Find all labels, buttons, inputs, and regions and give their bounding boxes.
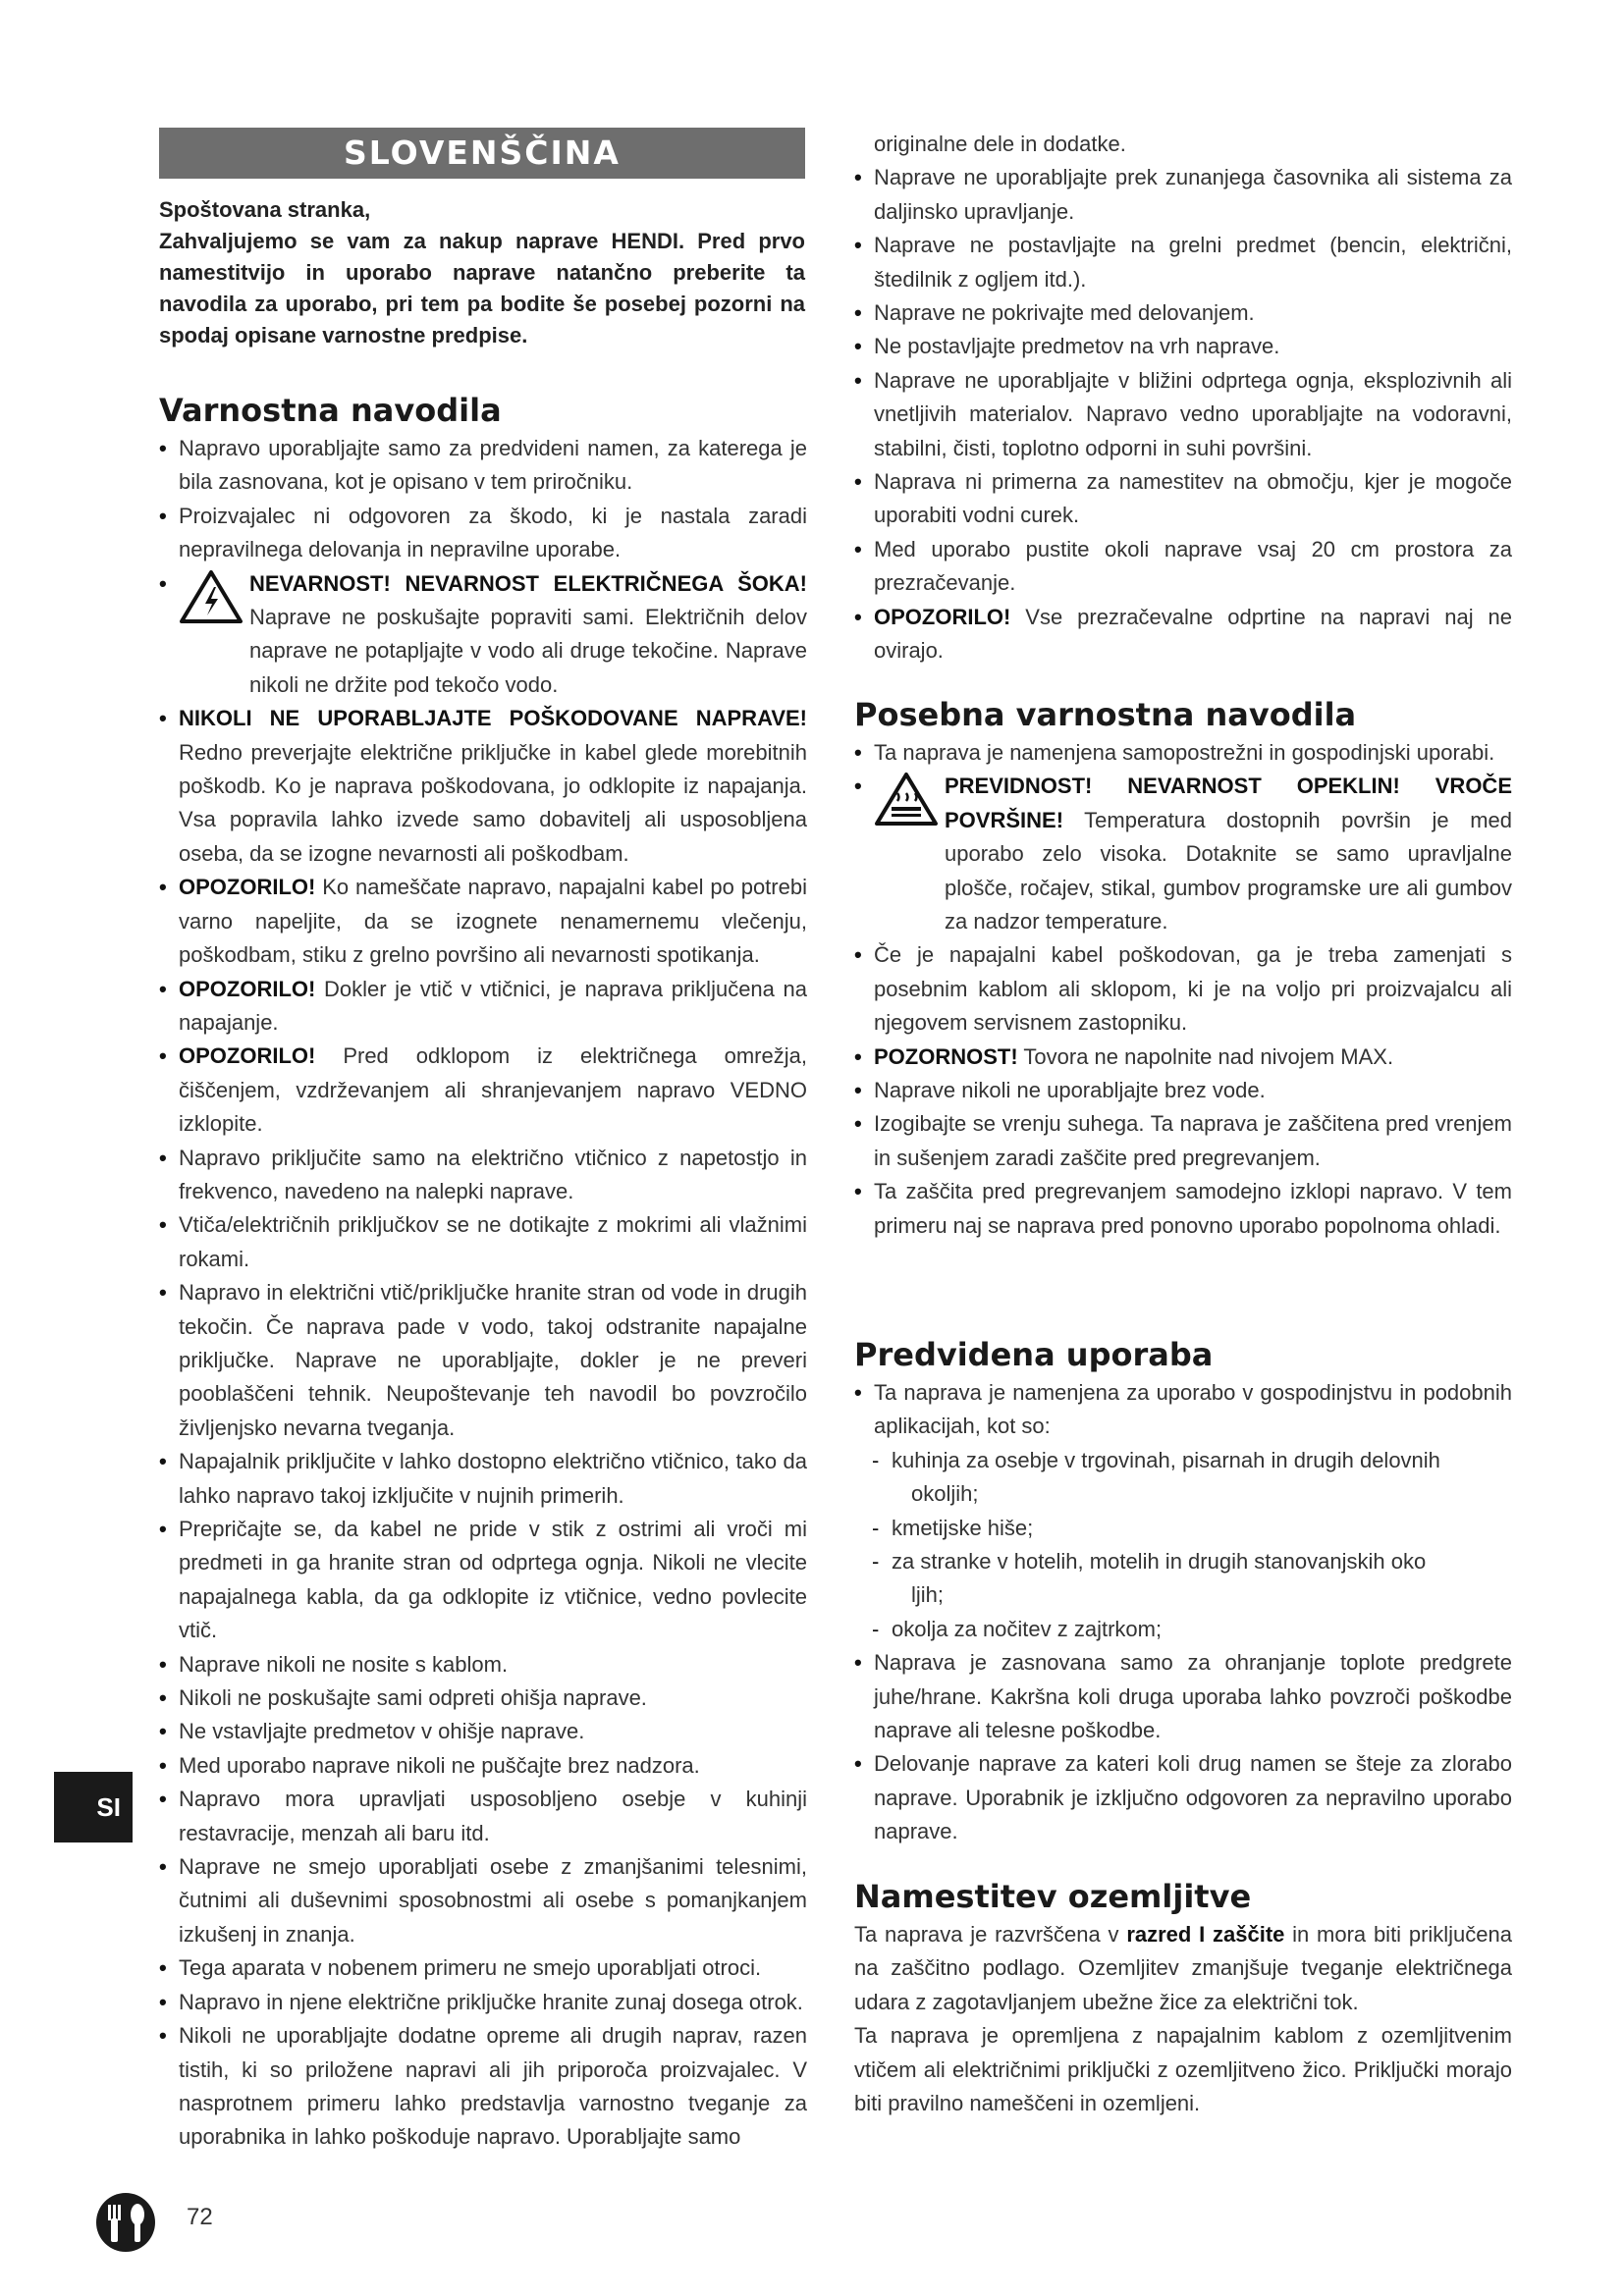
intended-use-title: Predvidena uporaba bbox=[854, 1336, 1214, 1373]
list-item: • Napravo priključite samo na električno vtičnico z napetostjo in frekvenco, navedeno na nalepki naprave. bbox=[159, 1142, 807, 1209]
list-item: • Med uporabo pustite okoli naprave vsaj 20 cm prostora za prezračevanje. bbox=[854, 533, 1512, 601]
grounding-title: Namestitev ozemljitve bbox=[854, 1878, 1252, 1915]
safety-list-continued bbox=[854, 128, 1512, 668]
list-item: • Proizvajalec ni odgovoren za škodo, ki je nastala zaradi nepravilnega delovanja in nepravilne uporabe. bbox=[159, 500, 807, 567]
warning-label: OPOZORILO! bbox=[179, 1043, 316, 1069]
warning-label: OPOZORILO! bbox=[179, 875, 316, 900]
sub-item-continued: ljih; bbox=[911, 1582, 945, 1608]
list-item: • Naprava je zasnovana samo za ohranjanje toplote predgrete juhe/hrane. Kakršna koli druga uporaba lahko povzroči poškodbe naprave ali telesne poškodbe. bbox=[854, 1646, 1512, 1747]
list-item: • Delovanje naprave za kateri koli drug namen se šteje za zlorabo naprave. Uporabnik je izključno odgovoren za nepravilno uporabo naprave. bbox=[854, 1747, 1512, 1848]
list-item: • Ne postavljajte predmetov na vrh naprave. bbox=[854, 330, 1512, 363]
list-item bbox=[159, 871, 807, 972]
warning-text: Dokler je vtič v vtičnici, je naprava priključena na napajanje. bbox=[179, 976, 807, 1035]
safety-section bbox=[159, 391, 807, 2155]
intro-text: Zahvaljujemo se vam za nakup naprave HENDI. Pred prvo namestitvijo in uporabo naprave natančno preberite ta navodila za uporabo, pri tem pa bodite še posebej pozorni na spodaj opisane varnostne predpise. bbox=[159, 229, 805, 347]
shock-warning-heading: NEVARNOST! NEVARNOST ELEKTRIČNEGA ŠOKA! bbox=[249, 570, 807, 596]
warning-text: Vse prezračevalne odprtine na napravi naj ne ovirajo. bbox=[874, 604, 1512, 664]
hot-surface-text: Temperatura dostopnih površin je med uporabo zelo visoka. Dotaknite se samo upravljalne plošče, ročajev, stikal, gumbov programske ure ali gumbov za nadzor temperature. bbox=[945, 807, 1512, 934]
list-item: • Naprave ne postavljajte na grelni predmet (bencin, električni, štedilnik z ogljem itd.). bbox=[854, 229, 1512, 296]
shock-warning-text: Naprave ne poskušajte popraviti sami. Električnih delov naprave ne potapljajte v vodo ali druge tekočine. Naprave nikoli ne držite pod tekočo vodo. bbox=[249, 605, 807, 697]
language-tab bbox=[54, 1772, 133, 1842]
grounding-text: Ta naprava je razvrščena v bbox=[854, 1922, 1119, 1947]
attention-text: Tovora ne napolnite nad nivojem MAX. bbox=[1023, 1043, 1394, 1069]
list-item: • Vtiča/električnih priključkov se ne dotikajte z mokrimi ali vlažnimi rokami. bbox=[159, 1208, 807, 1276]
list-item: • Napravo in električni vtič/priključke hranite stran od vode in drugih tekočin. Če naprava pade v vodo, takoj odstranite napajalne priključke. Naprave ne uporabljajte, dokler je ne preveri pooblaščeni tehnik. Neupoštevanje teh navodil bo povzročilo življenjsko nevarna tveganja. bbox=[159, 1276, 807, 1445]
grounding-text: in mora biti priključena na zaščitno podlago. Ozemljitev zmanjšuje tveganje električnega udara z zagotavljanjem ubežne žice za električni tok. bbox=[854, 1922, 1512, 2014]
intended-use-list bbox=[854, 1376, 1512, 1849]
damaged-device-text: Redno preverjajte električne priključke in kabel glede morebitnih poškodb. Ko je naprava poškodovana, jo odklopite iz napajanja. Vsa popravila lahko izvede samo dobavitelj ali usposobljena oseba, da se izogne nevarnosti ali poškodbam. bbox=[179, 739, 807, 866]
intro bbox=[159, 194, 805, 351]
list-item: • Prepričajte se, da kabel ne pride v stik z ostrimi ali vroči mi predmeti in ga hranite stran od odprtega ognja. Nikoli ne vlecite napajalnega kabla, da ga odklopite iz vtičnice, vedno povlecite vtič. bbox=[159, 1513, 807, 1648]
safety-title: Varnostna navodila bbox=[159, 392, 502, 429]
special-title: Posebna varnostna navodila bbox=[854, 696, 1357, 733]
list-item bbox=[159, 702, 807, 871]
list-item: • Če je napajalni kabel poškodovan, ga je treba zamenjati s posebnim kablom ali sklopom, ki je na voljo pri proizvajalcu ali njegovem servisnem zastopniku. bbox=[854, 938, 1512, 1040]
electric-shock-warning-icon bbox=[179, 569, 244, 624]
hot-surface-warning-icon bbox=[874, 772, 939, 827]
language-tab-label: SI bbox=[96, 1792, 121, 1822]
list-item: • Ne vstavljajte predmetov v ohišje naprave. bbox=[159, 1715, 807, 1748]
intended-use-section bbox=[854, 1335, 1512, 1849]
list-item: • Tega aparata v nobenem primeru ne smejo uporabljati otroci. bbox=[159, 1951, 807, 1985]
list-item: • Napravo mora upravljati usposobljeno osebje v kuhinji restavracije, menzah ali baru itd. bbox=[159, 1783, 807, 1850]
list-item: • Izogibajte se vrenju suhega. Ta naprava je zaščitena pred vrenjem in sušenjem zaradi zaščite pred pregrevanjem. bbox=[854, 1107, 1512, 1175]
hot-surface-heading: PREVIDNOST! NEVARNOST OPEKLIN! VROČE POVRŠINE! bbox=[945, 774, 1512, 832]
list-item: • Naprave ne smejo uporabljati osebe z zmanjšanimi telesnimi, čutnimi ali duševnimi sposobnostmi ali osebe s pomanjkanjem izkušenj in znanja. bbox=[159, 1850, 807, 1951]
list-item: • Naprave ne uporabljajte prek zunanjega časovnika ali sistema za daljinsko upravljanje. bbox=[854, 161, 1512, 229]
list-item: • Naprave ne pokrivajte med delovanjem. bbox=[854, 296, 1512, 330]
list-item: • Ta zaščita pred pregrevanjem samodejno izklopi napravo. V tem primeru naj se naprava pred ponovno uporabo popolnoma ohladi. bbox=[854, 1175, 1512, 1243]
protection-class: razred I zaščite bbox=[1126, 1922, 1285, 1947]
list-item: • Napravo uporabljajte samo za predvideni namen, za katerega je bila zasnovana, kot je opisano v tem priročniku. bbox=[159, 432, 807, 500]
list-item bbox=[159, 973, 807, 1041]
warning-text: Pred odklopom iz električnega omrežja, čiščenjem, vzdrževanjem ali shranjevanjem napravo VEDNO izklopite. bbox=[179, 1043, 807, 1137]
list-item: • Napravo in njene električne priključke hranite zunaj dosega otrok. bbox=[159, 1986, 807, 2019]
safety-continued bbox=[854, 128, 1512, 668]
cutlery-logo-icon bbox=[94, 2191, 157, 2254]
damaged-device-heading: NIKOLI NE UPORABLJAJTE POŠKODOVANE NAPRAVE! bbox=[179, 706, 807, 731]
grounding-paragraph bbox=[854, 1918, 1512, 2019]
grounding-paragraph: Ta naprava je opremljena z napajalnim kablom z ozemljitvenim vtičem ali električnimi priključki z ozemljitveno žico. Priključki morajo biti pravilno nameščeni in ozemljeni. bbox=[854, 2023, 1512, 2116]
list-item bbox=[159, 1040, 807, 1141]
list-item: • Naprave nikoli ne uporabljajte brez vode. bbox=[854, 1074, 1512, 1107]
sub-item: - za stranke v hotelih, motelih in drugih stanovanjskih oko bbox=[854, 1545, 1512, 1578]
sub-item: - kmetijske hiše; bbox=[854, 1512, 1512, 1545]
list-item: • Nikoli ne uporabljajte dodatne opreme ali drugih naprav, razen tistih, ki so priložene napravi ali jih priporoča proizvajalec. V nasprotnem primeru lahko predstavlja varnostno tveganje za uporabnika in lahko poškoduje napravo. Uporabljajte samo bbox=[159, 2019, 807, 2155]
warning-label: OPOZORILO! bbox=[179, 976, 316, 1001]
list-item: • Napajalnik priključite v lahko dostopno električno vtičnico, tako da lahko napravo takoj izključite v nujnih primerih. bbox=[159, 1445, 807, 1513]
list-item: • Naprave nikoli ne nosite s kablom. bbox=[159, 1648, 807, 1682]
sub-item-continued: okoljih; bbox=[911, 1481, 979, 1507]
list-item: • Med uporabo naprave nikoli ne puščajte brez nadzora. bbox=[159, 1749, 807, 1783]
list-item: • Naprava ni primerna za namestitev na območju, kjer je mogoče uporabiti vodni curek. bbox=[854, 465, 1512, 533]
warning-label: OPOZORILO! bbox=[874, 604, 1011, 629]
sub-item: - kuhinja za osebje v trgovinah, pisarnah in drugih delovnih bbox=[854, 1444, 1512, 1477]
list-item bbox=[854, 601, 1512, 668]
list-item: • Nikoli ne poskušajte sami odpreti ohišja naprave. bbox=[159, 1682, 807, 1715]
list-item: • Ta naprava je namenjena za uporabo v gospodinjstvu in podobnih aplikacijah, kot so: bbox=[854, 1376, 1512, 1444]
special-section bbox=[854, 695, 1512, 1243]
language-banner: SLOVENŠČINA bbox=[159, 128, 805, 179]
list-item bbox=[854, 770, 1512, 938]
attention-label: POZORNOST! bbox=[874, 1043, 1018, 1069]
warning-text: Ko nameščate napravo, napajalni kabel po potrebi varno napeljite, da se izognete nenamernemu vlečenju, poškodbam, stiku z grelno površino ali nevarnosti spotikanja. bbox=[179, 875, 807, 968]
list-item bbox=[854, 1041, 1512, 1074]
special-list bbox=[854, 736, 1512, 1243]
grounding-section bbox=[854, 1877, 1512, 2120]
list-item bbox=[159, 567, 807, 703]
list-item: originalne dele in dodatke. bbox=[874, 132, 1126, 156]
list-item: • Naprave ne uporabljajte v bližini odprtega ognja, eksplozivnih ali vnetljivih materialov. Napravo vedno uporabljajte na vodoravni, stabilni, čisti, toplotno odporni in suhi površini. bbox=[854, 364, 1512, 465]
intro-greeting: Spoštovana stranka, bbox=[159, 197, 371, 222]
sub-item: - okolja za nočitev z zajtrkom; bbox=[854, 1613, 1512, 1646]
page-number: 72 bbox=[187, 2204, 213, 2230]
list-item: • Ta naprava je namenjena samopostrežni in gospodinjski uporabi. bbox=[854, 736, 1512, 770]
safety-list bbox=[159, 432, 807, 2155]
